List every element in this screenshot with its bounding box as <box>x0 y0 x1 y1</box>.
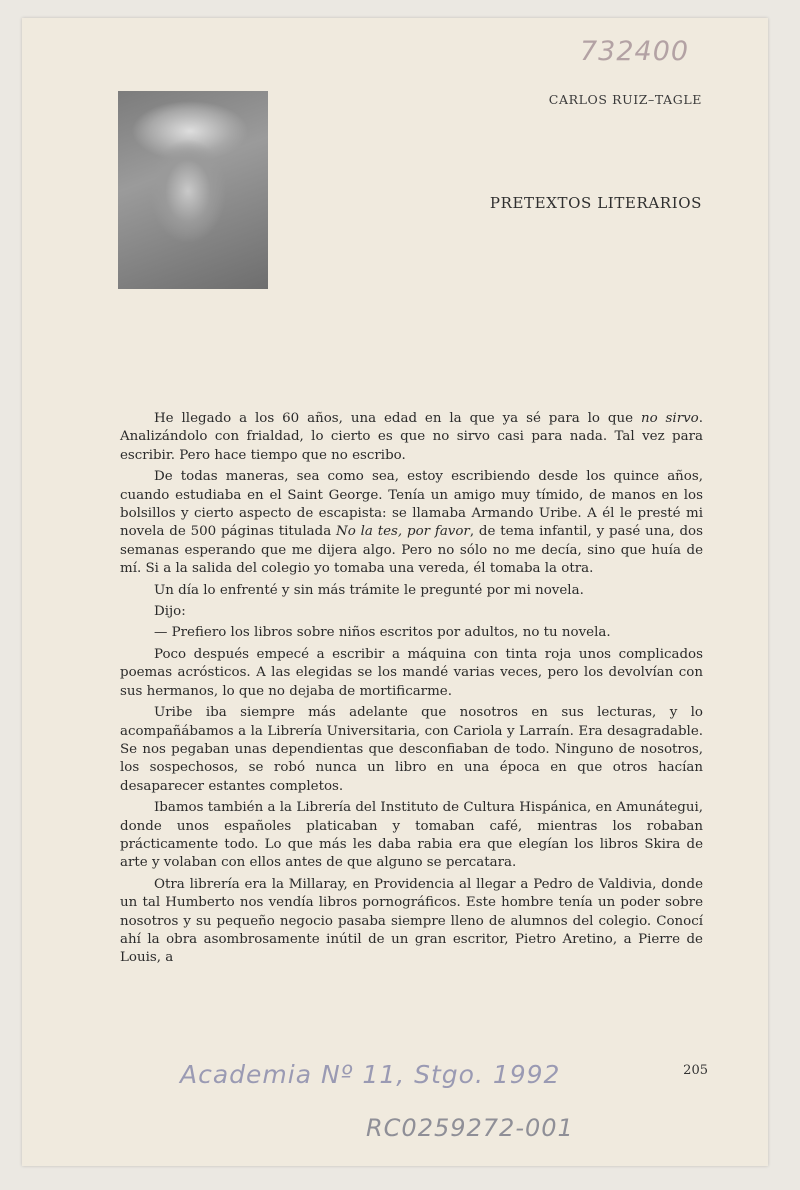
paragraph: Otra librería era la Millaray, en Providencia al llegar a Pedro de Valdivia, donde un tal Humberto nos vendía libros pornográficos. Este hombre tenía un poder sobre nosotros y su pequeño negocio pasaba siempre lleno de alumnos del colegio. Conocí ahí la obra asombrosamente inútil de un gran escritor, Pietro Aretino, a Pierre de Louis, a <box>120 876 703 966</box>
paragraph: He llegado a los 60 años, una edad en la que ya sé para lo que no sirvo. Analizándolo con frialdad, lo cierto es que no sirvo casi para nada. Tal vez para escribir. Pero hace tiempo que no escribo. <box>120 411 704 463</box>
article-body <box>120 410 703 971</box>
paragraph: — Prefiero los libros sobre niños escritos por adultos, no tu novela. <box>154 625 611 641</box>
handwritten-reference: Academia Nº 11, Stgo. 1992 <box>180 1060 561 1089</box>
author-name: CARLOS RUIZ–TAGLE <box>548 92 702 107</box>
paragraph: Poco después empecé a escribir a máquina con tinta roja unos complicados poemas acrósticos. A las elegidas se los mandé varias veces, pero los devolvían con sus hermanos, lo que no dejaba de mortificarme. <box>120 646 703 699</box>
catalog-number: 732400 <box>580 36 690 67</box>
article-title: PRETEXTOS LITERARIOS <box>489 194 702 212</box>
paragraph: Uribe iba siempre más adelante que nosotros en sus lecturas, y lo acompañábamos a la Librería Universitaria, con Cariola y Larraín. Era desagradable. Se nos pegaban unas dependientas que desconfiaban de todo. Ninguno de nosotros, los sospechosos, se robó nunca un libro en una época en que otros hacían desaparecer estantes completos. <box>120 705 703 794</box>
paragraph: Ibamos también a la Librería del Instituto de Cultura Hispánica, en Amunátegui, donde unos españoles platicaban y tomaban café, mientras los robaban prácticamente todo. Lo que más les daba rabia era que elegían los libros Skira de arte y volaban con ellos antes de que alguno se percatara. <box>120 800 703 871</box>
paragraph: De todas maneras, sea como sea, estoy escribiendo desde los quince años, cuando estudiaba en el Saint George. Tenía un amigo muy tímido, de manos en los bolsillos y cierto aspecto de escapista: se llamaba Armando Uribe. A él le presté mi novela de 500 páginas titulada No la tes, por favor, de tema infantil, y pasé una, dos semanas esperando que me dijera algo. Pero no sólo no me decía, sino que huía de mí. Si a la salida del colegio yo tomaba una vereda, él tomaba la otra. <box>120 469 703 577</box>
paragraph: Un día lo enfrenté y sin más trámite le pregunté por mi novela. <box>154 582 584 598</box>
document-page <box>22 18 768 1166</box>
page-number: 205 <box>683 1063 708 1078</box>
paragraph: Dijo: <box>154 604 186 620</box>
handwritten-code: RC0259272-001 <box>366 1114 574 1142</box>
author-photo <box>118 91 268 289</box>
